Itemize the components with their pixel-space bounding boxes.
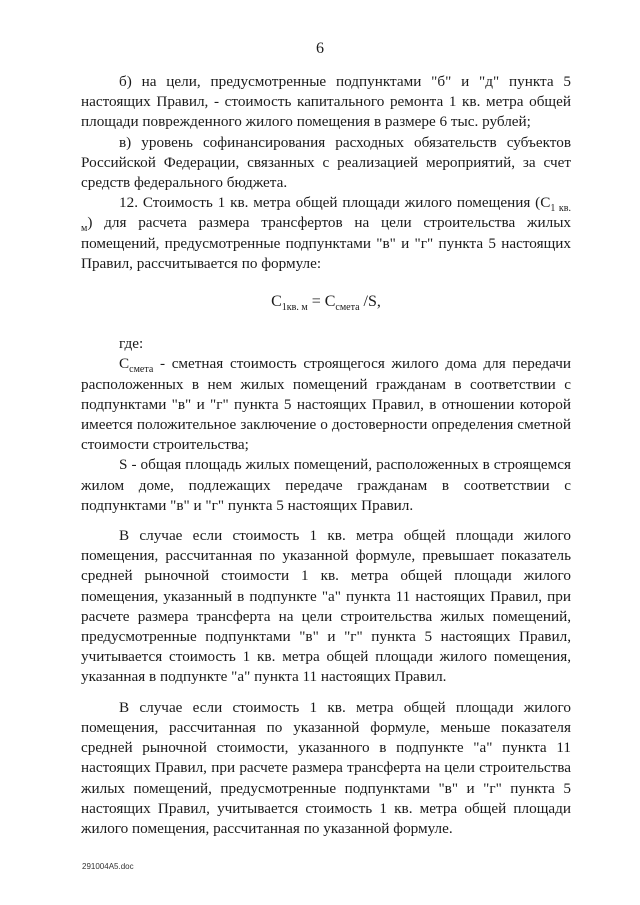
where-label: где: bbox=[119, 335, 144, 353]
paragraph-12-subscript: 1 кв. м bbox=[81, 203, 571, 235]
formula-sub-2: смета bbox=[335, 302, 360, 314]
paragraph-case-exceeds: В случае если стоимость 1 кв. метра общей площади жилого помещения, рассчитанная по указанной формуле, превышает показатель средней рыночной стоимости 1 кв. метра общей площади жилого помещения, указанный в подпункте "а" пункта 11 настоящих Правил, при расчете размера трансферта на цели строительства жилых помещений, предусмотренные подпунктами "в" и "г" пункта 5 настоящих Правил, учитывается стоимость 1 кв. метра общей площади жилого помещения, указанная в подпункте "а" пункта 11 настоящих Правил. bbox=[81, 527, 571, 686]
paragraph-s: S - общая площадь жилых помещений, расположенных в строящемся жилом доме, подлежащих передаче гражданам в соответствии с подпунктами "в" и "г" пункта 5 настоящих Правил. bbox=[81, 456, 571, 514]
formula-sub-1: 1кв. м bbox=[281, 302, 308, 314]
csmeta-definition: - сметная стоимость строящегося жилого дома для передачи расположенных в нем жилых помещений гражданам в соответствии с подпунктами "в" и "г" пункта 5 настоящих Правил, в отношении которой имеется положительное заключение о достоверности определения сметной стоимости строительства; bbox=[81, 355, 571, 454]
paragraph-b: б) на цели, предусмотренные подпунктами "б" и "д" пункта 5 настоящих Правил, - стоимость капитального ремонта 1 кв. метра общей площади поврежденного жилого помещения в размере 6 тыс. рублей; bbox=[81, 73, 571, 131]
csmeta-term: С bbox=[119, 355, 130, 373]
file-name-footer: 291004A5.doc bbox=[82, 862, 134, 871]
formula bbox=[81, 292, 571, 312]
page-number: 6 bbox=[316, 40, 324, 57]
paragraph-12 bbox=[81, 193, 571, 274]
formula-end: /S, bbox=[359, 293, 381, 311]
csmeta-subscript: смета bbox=[129, 364, 154, 376]
paragraph-case-less: В случае если стоимость 1 кв. метра общей площади жилого помещения, рассчитанная по указанной формуле, меньше показателя средней рыночной стоимости, указанного в подпункте "а" пункта 11 настоящих Правил, при расчете размера трансферта на цели строительства жилых помещений, предусмотренные подпунктами "в" и "г" пункта 5 настоящих Правил, учитывается стоимость 1 кв. метра общей площади жилого помещения, рассчитанная по указанной формуле. bbox=[81, 698, 571, 837]
formula-equals: = С bbox=[307, 293, 336, 311]
formula-c1: С bbox=[271, 293, 282, 311]
document-body bbox=[81, 72, 571, 839]
paragraph-12-end: ) для расчета размера трансфертов на цели строительства жилых помещений, предусмотренные подпунктами "в" и "г" пункта 5 настоящих Правил, рассчитывается по формуле: bbox=[81, 214, 571, 272]
paragraph-12-start: 12. Стоимость 1 кв. метра общей площади жилого помещения (С bbox=[119, 194, 551, 212]
paragraph-v: в) уровень софинансирования расходных обязательств субъектов Российской Федерации, связанных с реализацией мероприятий, за счет средств федерального бюджета. bbox=[81, 133, 571, 192]
paragraph-csmeta bbox=[81, 354, 571, 455]
